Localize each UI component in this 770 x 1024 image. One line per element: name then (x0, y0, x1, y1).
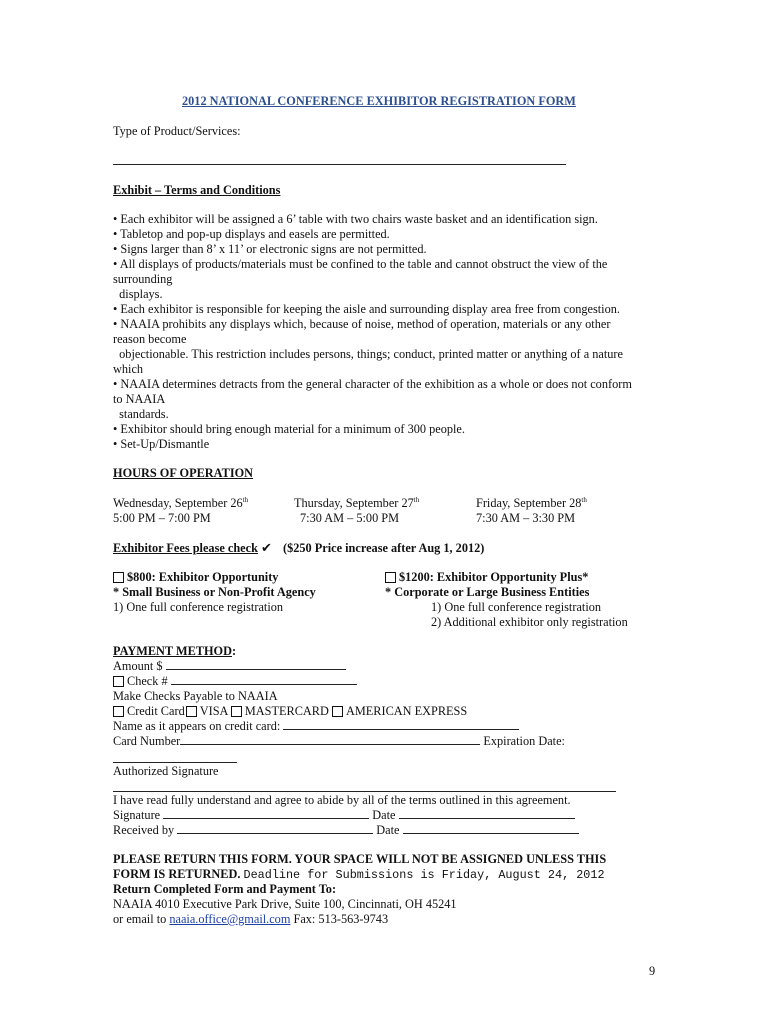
form-title: 2012 NATIONAL CONFERENCE EXHIBITOR REGISTRATION FORM (182, 94, 576, 108)
terms-heading: Exhibit – Terms and Conditions (113, 183, 281, 197)
terms-line: • Exhibitor should bring enough material for a minimum of 300 people. (113, 422, 465, 436)
name-on-card-field[interactable] (283, 719, 519, 730)
card-number-label: Card Number (113, 734, 181, 748)
hours-day-sup: th (413, 496, 420, 504)
card-option-label: VISA (199, 704, 228, 718)
date-label: Date (372, 808, 396, 822)
fee-option-item: 1) One full conference registration (431, 600, 602, 614)
fee-option-label: $800: Exhibitor Opportunity (127, 570, 279, 584)
hours-day-text: Thursday, September 27 (294, 496, 414, 510)
return-notice-row (113, 867, 605, 883)
signature-label: Signature (113, 808, 161, 822)
hours-day-text: Wednesday, September 26 (113, 496, 243, 510)
fee-option-1200[interactable] (385, 570, 588, 585)
check-checkbox[interactable] (113, 676, 124, 687)
hours-day-sup: th (242, 496, 249, 504)
hours-day-3 (476, 496, 587, 511)
check-number-field[interactable] (171, 674, 357, 685)
hours-time-2: 7:30 AM – 5:00 PM (300, 511, 400, 525)
terms-line: • Each exhibitor will be assigned a 6’ table with two chairs waste basket and an identification sign. (113, 212, 598, 226)
terms-line: • Each exhibitor is responsible for keeping the aisle and surrounding display area free from congestion. (113, 302, 620, 316)
name-on-card-label: Name as it appears on credit card: (113, 719, 281, 733)
product-input-line[interactable] (113, 164, 566, 165)
date-label: Date (376, 823, 400, 837)
return-notice-bold: FORM IS RETURNED. (113, 867, 241, 881)
card-number-field[interactable] (180, 734, 480, 745)
signature-row (113, 808, 575, 823)
payment-heading: PAYMENT METHOD (113, 644, 232, 658)
checkbox-1200[interactable] (385, 572, 396, 583)
amount-field[interactable] (166, 659, 346, 670)
card-number-row (113, 734, 565, 749)
fee-option-item: 2) Additional exhibitor only registration (431, 615, 628, 629)
terms-line: standards. (113, 407, 169, 421)
email-row (113, 912, 388, 927)
hours-heading: HOURS OF OPERATION (113, 466, 254, 480)
card-option-label: MASTERCARD (244, 704, 329, 718)
hours-day-text: Friday, September 28 (476, 496, 582, 510)
fee-option-sub: * Corporate or Large Business Entities (385, 585, 590, 599)
terms-line: displays. (113, 287, 163, 301)
card-type-row (113, 704, 467, 719)
fee-option-label: $1200: Exhibitor Opportunity Plus* (399, 570, 589, 584)
terms-line: • NAAIA determines detracts from the general character of the exhibition as a whole or does not conform (113, 377, 632, 391)
check-label: Check # (127, 674, 168, 688)
authorized-signature-field[interactable] (113, 791, 616, 792)
deadline-text: Deadline for Submissions is Friday, August 24, 2012 (243, 868, 605, 882)
card-option-label: AMERICAN EXPRESS (345, 704, 468, 718)
payable-note: Make Checks Payable to NAAIA (113, 689, 278, 703)
hours-time-1: 5:00 PM – 7:00 PM (113, 511, 211, 525)
terms-line: • Set-Up/Dismantle (113, 437, 210, 451)
expiration-label: Expiration Date: (483, 734, 565, 748)
fee-option-800[interactable] (113, 570, 278, 585)
checkbox-800[interactable] (113, 572, 124, 583)
signature-field[interactable] (163, 808, 369, 819)
terms-line: to NAAIA (113, 392, 166, 406)
fees-note: ($250 Price increase after Aug 1, 2012) (283, 541, 485, 555)
payment-heading-suffix: : (232, 644, 237, 658)
terms-line: • NAAIA prohibits any displays which, because of noise, method of operation, materials or any other (113, 317, 611, 331)
page-number: 9 (649, 964, 656, 978)
check-row (113, 674, 357, 689)
payment-heading-row (113, 644, 236, 659)
hours-time-3: 7:30 AM – 3:30 PM (476, 511, 576, 525)
return-address: NAAIA 4010 Executive Park Drive, Suite 100, Cincinnati, OH 45241 (113, 897, 457, 911)
card-option-label: Credit Card (127, 704, 185, 718)
fees-heading-row (113, 541, 484, 556)
product-label: Type of Product/Services: (113, 124, 241, 138)
terms-line: which (113, 362, 144, 376)
received-row (113, 823, 579, 838)
received-by-field[interactable] (177, 823, 373, 834)
terms-line: • All displays of products/materials must be confined to the table and cannot obstruct the view of the (113, 257, 608, 271)
signature-date-field[interactable] (399, 808, 575, 819)
terms-line: surrounding (113, 272, 173, 286)
authorized-signature-label: Authorized Signature (113, 764, 219, 778)
terms-line: • Signs larger than 8’ x 11’ or electronic signs are not permitted. (113, 242, 427, 256)
visa-checkbox[interactable] (186, 706, 197, 717)
terms-line: • Tabletop and pop-up displays and easels are permitted. (113, 227, 390, 241)
terms-line: objectionable. This restriction includes persons, things; conduct, printed matter or anything of a nature (113, 347, 623, 361)
mastercard-checkbox[interactable] (231, 706, 242, 717)
received-label: Received by (113, 823, 175, 837)
fee-option-sub: * Small Business or Non-Profit Agency (113, 585, 316, 599)
hours-day-sup: th (581, 496, 587, 504)
amount-row (113, 659, 346, 674)
email-prefix: or email to (113, 912, 167, 926)
hours-day-2 (294, 496, 419, 511)
amount-label: Amount $ (113, 659, 163, 673)
credit-card-checkbox[interactable] (113, 706, 124, 717)
email-link[interactable]: naaia.office@gmail.com (169, 912, 291, 926)
return-heading: Return Completed Form and Payment To: (113, 882, 337, 896)
fees-heading: Exhibitor Fees please check (113, 541, 258, 555)
return-notice: PLEASE RETURN THIS FORM. YOUR SPACE WILL NOT BE ASSIGNED UNLESS THIS (113, 852, 607, 866)
terms-line: reason become (113, 332, 187, 346)
fax-text: Fax: 513-563-9743 (293, 912, 389, 926)
expiration-date-field[interactable] (113, 762, 237, 763)
received-date-field[interactable] (403, 823, 579, 834)
amex-checkbox[interactable] (332, 706, 343, 717)
checkmark-icon: ✔ (261, 541, 272, 556)
hours-day-1 (113, 496, 248, 511)
agreement-text: I have read fully understand and agree to abide by all of the terms outlined in this agreement. (113, 793, 571, 807)
name-on-card-row (113, 719, 519, 734)
fee-option-item: 1) One full conference registration (113, 600, 284, 614)
